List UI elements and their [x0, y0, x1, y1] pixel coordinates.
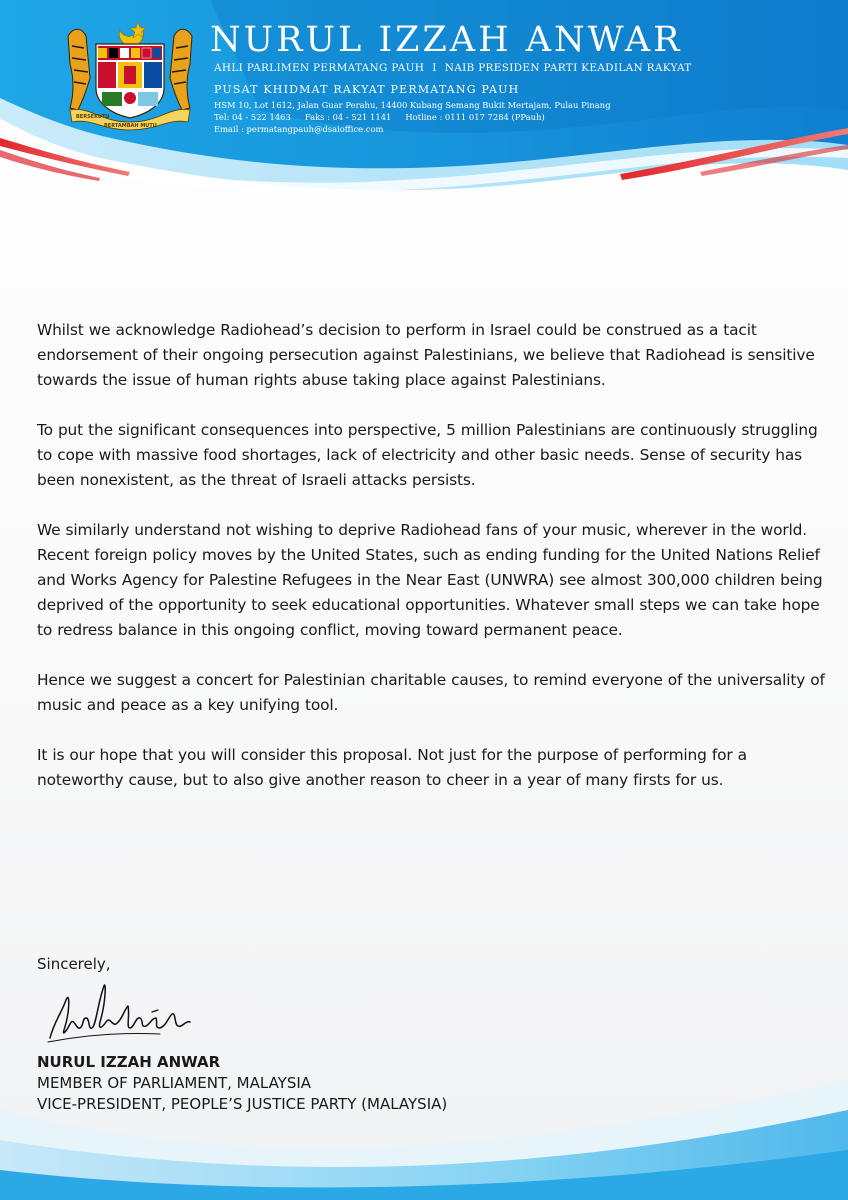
handwritten-signature: [40, 972, 220, 1052]
header-title: NURUL IZZAH ANWAR: [210, 20, 683, 60]
letter-closing: Sincerely,: [37, 955, 111, 973]
letter-paragraph: To put the significant consequences into perspective, 5 million Palestinians are continuously struggling to cope with massive food shortages, lack of electricity and other basic needs. Sense of security has been nonexistent, as the threat of Israeli attacks persists.: [37, 421, 818, 489]
crest-motto-right: BERTAMBAH MUTU: [104, 123, 157, 129]
letter-paragraph: Hence we suggest a concert for Palestinian charitable causes, to remind everyone of the universality of music and peace as a key unifying tool.: [37, 671, 825, 714]
letter-body: [37, 318, 827, 818]
signer-name: NURUL IZZAH ANWAR: [37, 1053, 221, 1071]
office-tel: Tel: 04 - 522 1463: [214, 112, 291, 122]
signer-title-mp: MEMBER OF PARLIAMENT, MALAYSIA: [37, 1074, 312, 1092]
subtitle-role-vp: NAIB PRESIDEN PARTI KEADILAN RAKYAT: [444, 62, 692, 74]
signer-title-vp: VICE-PRESIDENT, PEOPLE’S JUSTICE PARTY (MALAYSIA): [37, 1095, 448, 1113]
office-hotline: Hotline : 0111 017 7284 (PPauh): [405, 112, 545, 122]
office-email: Email : permatangpauh@dsaioffice.com: [214, 124, 384, 134]
subtitle-role-mp: AHLI PARLIMEN PERMATANG PAUH: [214, 62, 425, 74]
office-name: PUSAT KHIDMAT RAKYAT PERMATANG PAUH: [214, 83, 520, 96]
letter-paragraph: Whilst we acknowledge Radiohead’s decision to perform in Israel could be construed as a tacit endorsement of their ongoing persecution against Palestinians, we believe that Radiohead is sensitive towards the issue of human rights abuse taking place against Palestinians.: [37, 321, 815, 389]
signature-block: [37, 1052, 447, 1115]
crest-motto-left: BERSEKUTU: [76, 114, 110, 120]
office-contact-line: [214, 112, 545, 122]
malaysia-coat-of-arms-logo: [60, 18, 200, 133]
subtitle-separator: I: [432, 62, 437, 74]
header-subtitle: [214, 62, 692, 74]
letter-paragraph: It is our hope that you will consider this proposal. Not just for the purpose of performing for a noteworthy cause, but to also give another reason to cheer in a year of many firsts for us.: [37, 746, 747, 789]
letter-paragraph: We similarly understand not wishing to deprive Radiohead fans of your music, wherever in the world. Recent foreign policy moves by the United States, such as ending funding for the United Nations Relief and Works Agency for Palestine Refugees in the Near East (UNWRA) see almost 300,000 children being deprived of the opportunity to seek educational opportunities. Whatever small steps we can take hope to redress balance in this ongoing conflict, moving toward permanent peace.: [37, 521, 823, 639]
office-fax: Faks : 04 - 521 1141: [304, 112, 392, 122]
office-address: HSM 10, Lot 1612, Jalan Guar Perahu, 14400 Kubang Semang Bukit Mertajam, Pulau Pinang: [214, 100, 611, 110]
